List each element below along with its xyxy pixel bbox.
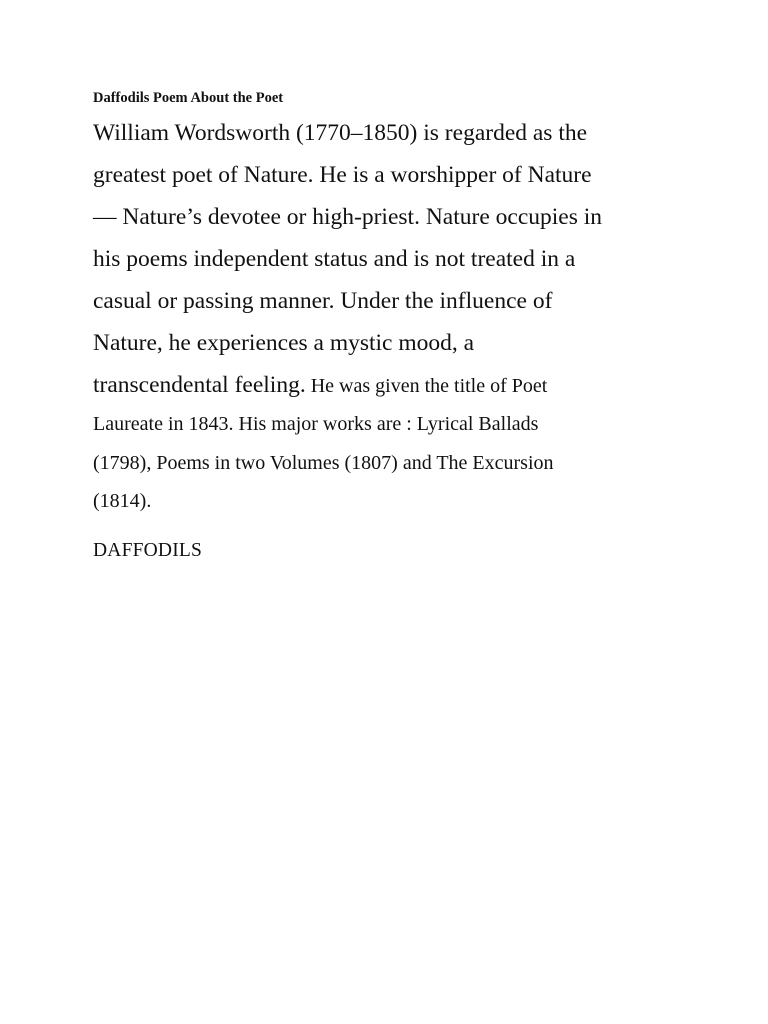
bio-line: Laureate in 1843. His major works are : Lyrical Ballads [93, 413, 539, 435]
bio-line: his poems independent status and is not treated in a [93, 246, 576, 272]
bio-text-small: He was given the title of Poet [305, 375, 548, 397]
poem-title: DAFFODILS [93, 540, 203, 561]
bio-line: greatest poet of Nature. He is a worshipper of Nature [93, 162, 592, 188]
bio-line: (1814). [93, 490, 152, 512]
document-heading: Daffodils Poem About the Poet [93, 90, 284, 106]
bio-line-mixed [93, 364, 683, 406]
bio-line: — Nature’s devotee or high-priest. Nature occupies in [93, 204, 603, 230]
bio-line: Nature, he experiences a mystic mood, a [93, 330, 475, 356]
bio-text-large: transcendental feeling. [93, 372, 306, 398]
bio-line: (1798), Poems in two Volumes (1807) and The Excursion [93, 451, 554, 474]
bio-line: casual or passing manner. Under the influence of [93, 288, 553, 314]
poet-biography [93, 112, 683, 522]
bio-line: William Wordsworth (1770–1850) is regarded as the [93, 120, 588, 146]
